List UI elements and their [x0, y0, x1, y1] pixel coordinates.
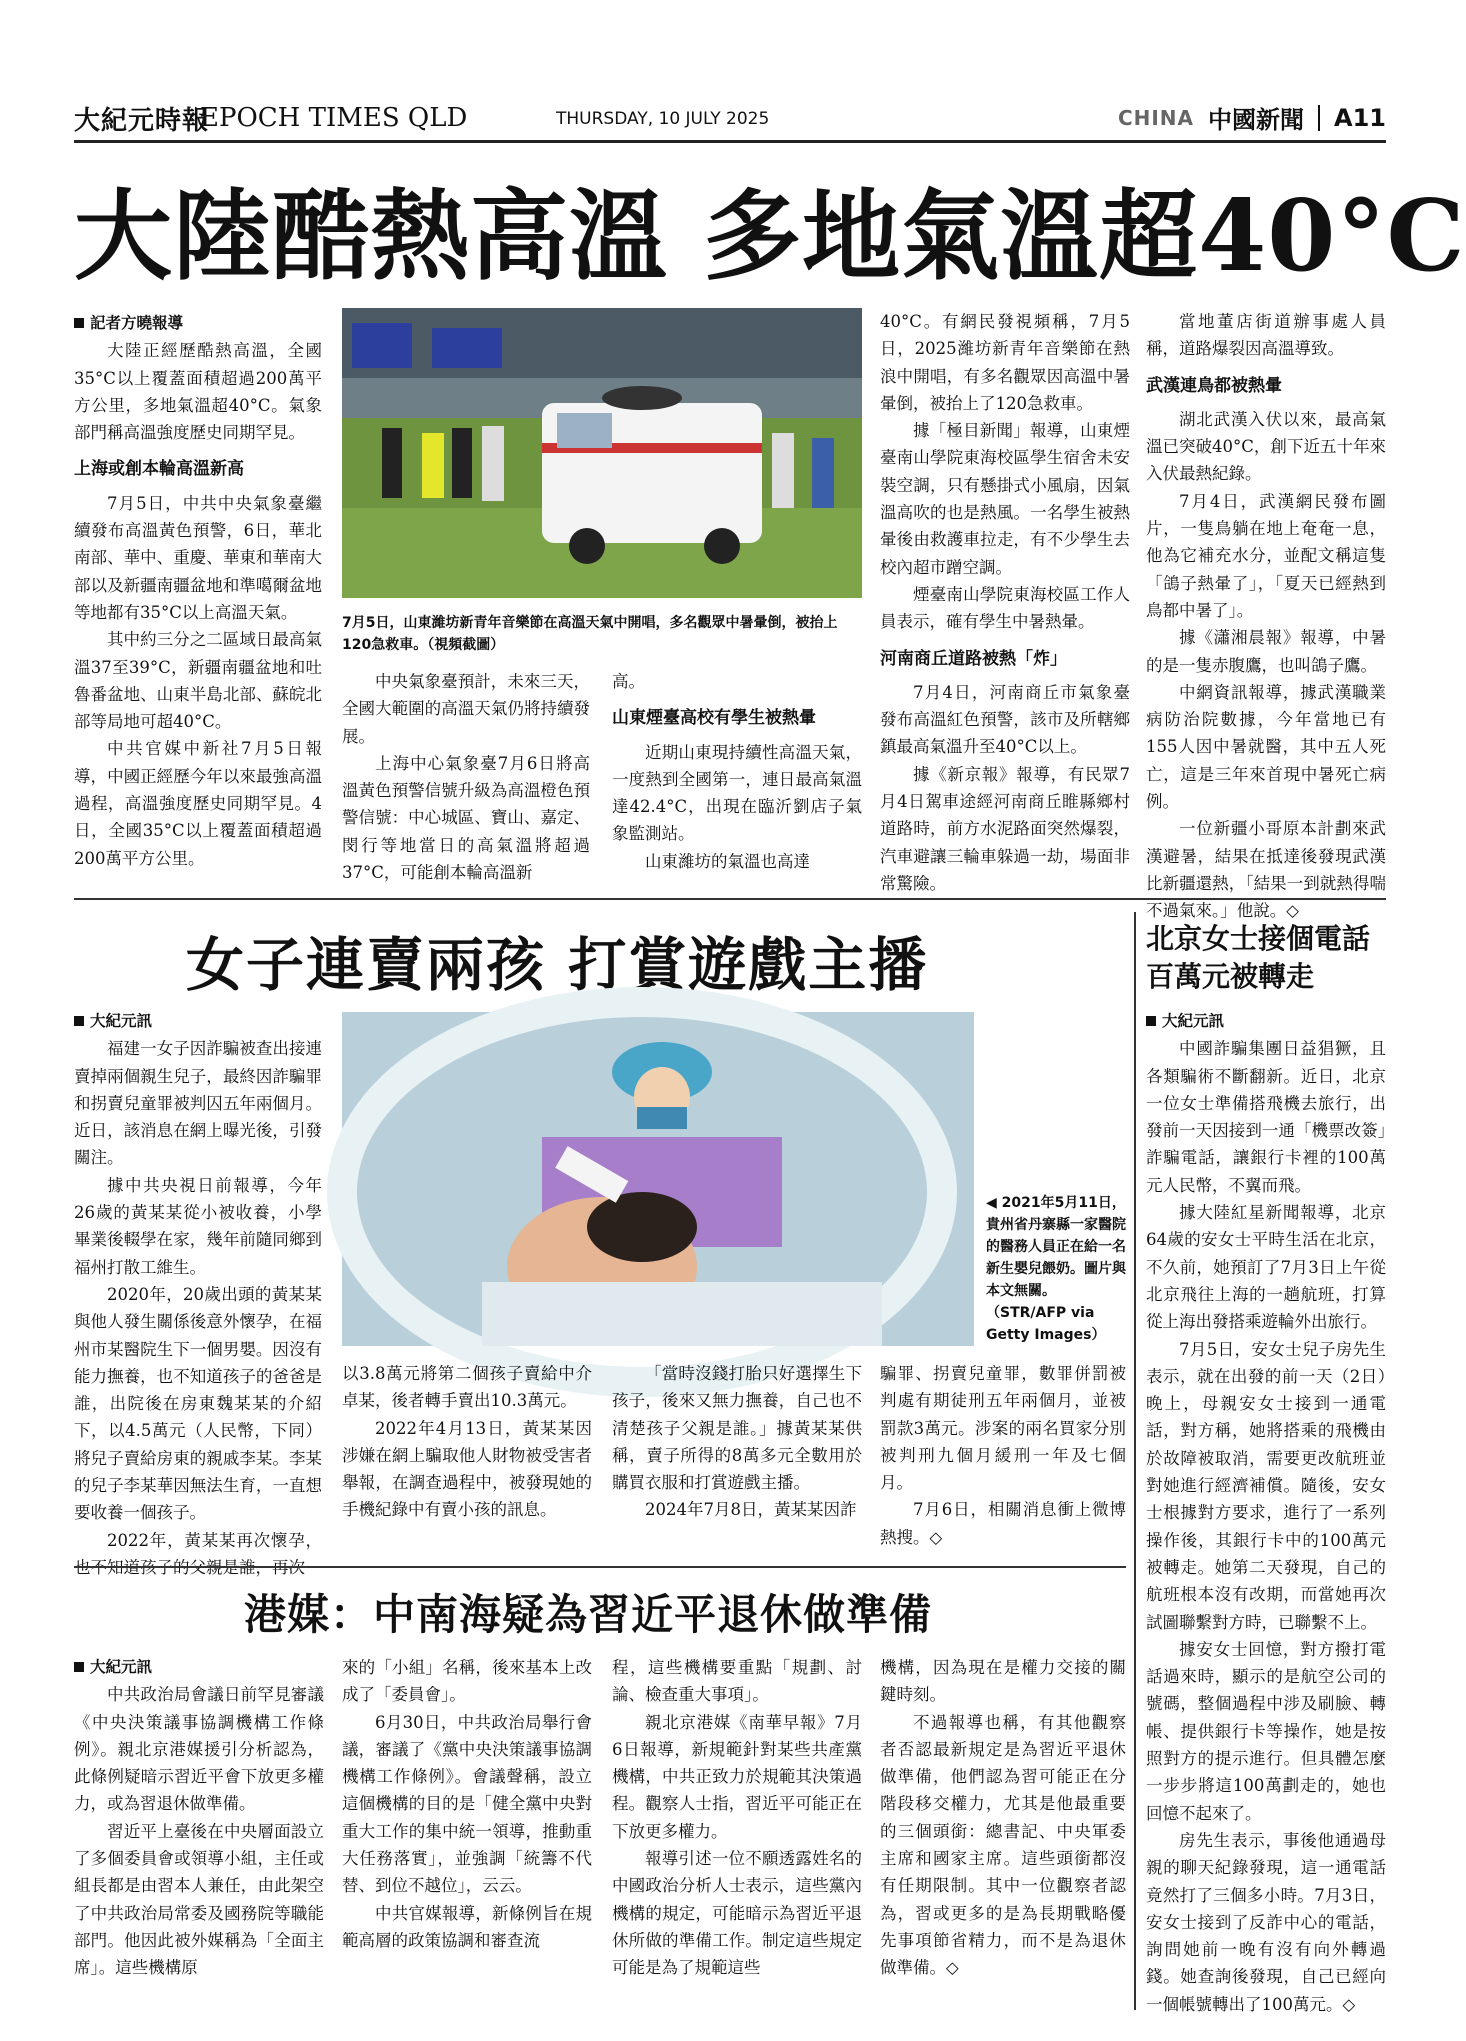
story4-column-1: [1146, 1008, 1386, 2014]
subheading: 上海或創本輪高溫新高: [74, 459, 244, 480]
story4-byline: [1146, 1008, 1386, 1035]
story3-column-3: [612, 1654, 862, 2004]
paragraph: 7月5日，中共中央氣象臺繼續發布高溫黃色預警，6日，華北南部、華中、重慶、華東和華南大部以及新疆南疆盆地和準噶爾盆地等地都有35°C以上高溫天氣。: [74, 493, 322, 622]
paragraph: 房先生表示，事後他通過母親的聊天紀錄發現，這一通電話竟然打了三個多小時。7月3日，安女士接到了反詐中心的電話，詢問她前一晚有沒有向外轉過錢。她查詢後發現，自己已經向一個帳號轉出了100萬元。◇: [1146, 1830, 1386, 2014]
byline-square-icon: [1146, 1016, 1156, 1026]
paragraph: 據「極目新聞」報導，山東煙臺南山學院東海校區學生宿舍未安裝空調，只有懸掛式小風扇，因氣溫高吹的也是熱風。一名學生被熱暈後由救護車拉走，有不少學生去校內超市蹭空調。: [880, 421, 1130, 577]
byline-text: 記者方曉報導: [90, 314, 184, 332]
story2-headline: 女子連賣兩孩 打賞遊戲主播: [186, 931, 929, 999]
byline-square-icon: [74, 1016, 84, 1026]
story3-column-4: [880, 1654, 1126, 2004]
paragraph: 6月30日，中共政治局舉行會議，審議了《黨中央決策議事協調機構工作條例》。會議聲稱，設立這個機構的目的是「健全黨中央對重大工作的集中統一領導，推動重大任務落實」，並強調「統籌不代替、到位不越位」，云云。: [342, 1712, 592, 1896]
paragraph: 報導引述一位不願透露姓名的中國政治分析人士表示，這些黨內機構的規定，可能暗示為習近平退休所做的準備工作。制定這些規定可能是為了規範這些: [612, 1849, 862, 1978]
story1-byline: [74, 310, 322, 337]
subheading: 武漢連鳥都被熱暈: [1146, 375, 1282, 396]
section-divider-1: [74, 898, 1386, 900]
masthead-rule: [74, 140, 1386, 143]
section-label-zh: 中國新聞: [1208, 106, 1305, 134]
byline-text: 大紀元訊: [1162, 1012, 1225, 1030]
story3-byline: [74, 1654, 324, 1681]
paragraph: 2024年7月8日，黃某某因詐: [645, 1500, 857, 1520]
paragraph: 湖北武漢入伏以來，最高氣溫已突破40°C，創下近五十年來入伏最熱紀錄。: [1146, 409, 1386, 484]
story2-column-1: [74, 1008, 322, 1548]
paragraph: 近期山東現持續性高溫天氣，一度熱到全國第一，連日最高氣溫達42.4°C，出現在臨沂劉店子氣象監測站。: [612, 742, 862, 844]
paragraph: 其中約三分之二區域日最高氣溫37至39°C，新疆南疆盆地和吐魯番盆地、山東半島北部、蘇皖北部等局地可超40°C。: [74, 630, 322, 732]
byline-square-icon: [74, 318, 84, 328]
paragraph: 一位新疆小哥原本計劃來武漢避暑，結果在抵達後發現武漢比新疆還熱，「結果一到就熱得喘不過氣來。」他說。◇: [1146, 819, 1386, 921]
story1-headline: 大陸酷熱高溫 多地氣溫超40°C: [74, 179, 1466, 294]
paragraph: 中國詐騙集團日益猖獗，且各類騙術不斷翻新。近日，北京一位女士準備搭飛機去旅行，出發前一天因接到一通「機票改簽」詐騙電話，讓銀行卡裡的100萬元人民幣，不翼而飛。: [1146, 1039, 1386, 1195]
story1-column-4: [880, 308, 1130, 893]
divider: [1318, 105, 1320, 131]
paragraph: 中央氣象臺預計，未來三天，全國大範圍的高溫天氣仍將持續發展。: [342, 672, 590, 746]
paragraph: 習近平上臺後在中央層面設立了多個委員會或領導小組，主任或組長都是由習本人兼任，由此架空了中共政治局常委及國務院等職能部門。他因此被外媒稱為「全面主席」。這些機構原: [74, 1821, 324, 1978]
story3-column-2: [342, 1654, 592, 2004]
story1-column-1: [74, 310, 322, 880]
paragraph: 騙罪、拐賣兒童罪，數罪併罰被判處有期徒刑五年兩個月，並被罰款3萬元。涉案的兩名買家分別被判刑九個月緩刑一年及七個月。: [880, 1364, 1126, 1493]
newspaper-logo: 大紀元時報: [74, 106, 210, 136]
issue-date: THURSDAY, 10 JULY 2025: [556, 109, 770, 129]
paragraph: 2020年，20歲出頭的黃某某與他人發生關係後意外懷孕，在福州市某醫院生下一個男嬰。因沒有能力撫養，也不知道孩子的爸爸是誰，出院後在房東魏某某的介紹下，以4.5萬元（人民幣，下同）將兒子賣給房東的親戚李某。李某的兒子李某華因無法生育，一直想要收養一個孩子。: [74, 1284, 322, 1523]
section-divider-2: [74, 1566, 1126, 1568]
paragraph: 機構，因為現在是權力交接的關鍵時刻。: [880, 1658, 1126, 1705]
subheading: 山東煙臺高校有學生被熱暈: [612, 708, 816, 729]
paragraph: 7月6日，相關消息衝上微博熱搜。◇: [880, 1500, 1126, 1547]
concert-ambulance-photo: [342, 308, 862, 598]
paragraph: 高。: [612, 672, 645, 691]
paragraph: 40°C。有網民發視頻稱，7月5日，2025濰坊新青年音樂節在熱浪中開唱，有多名觀眾因高溫中暑暈倒，被抬上了120急救車。: [880, 312, 1130, 413]
paragraph: 據《新京報》報導，有民眾7月4日駕車途經河南商丘睢縣鄉村道路時，前方水泥路面突然爆裂，汽車避讓三輪車躲過一劫，場面非常驚險。: [880, 764, 1130, 893]
story2-photo: [342, 1012, 974, 1346]
story1-photo-caption: 7月5日，山東濰坊新青年音樂節在高溫天氣中開唱，多名觀眾中暑暈倒，被抬上120急救車。（視頻截圖）: [342, 615, 838, 653]
paragraph: 2022年，黃某某再次懷孕，: [107, 1530, 322, 1550]
byline-text: 大紀元訊: [90, 1658, 153, 1676]
paragraph: 據大陸紅星新聞報導，北京64歲的安女士平時生活在北京，不久前，她預訂了7月3日上午從北京飛往上海的一趟航班，打算從上海出發搭乘遊輪外出旅行。: [1146, 1203, 1386, 1332]
paragraph: 7月5日，安女士兒子房先生表示，就在出發的前一天（2日）晚上，母親安女士接到一通電話，對方稱，她將搭乘的飛機由於故障被取消，需要更改航班並對她進行經濟補償。隨後，安女士根據對方要求，進行了一系列操作後，其銀行卡中的100萬元被轉走。她第二天發現，自己的航班根本沒有改期，而當她再次試圖聯繫對方時，已聯繫不上。: [1146, 1339, 1386, 1632]
sidebar-divider: [1134, 912, 1136, 2010]
paragraph: 大陸正經歷酷熱高溫，全國35°C以上覆蓋面積超過200萬平方公里，多地氣溫超40°C。氣象部門稱高溫強度歷史同期罕見。: [74, 341, 322, 443]
section-label-en: CHINA: [1117, 105, 1195, 130]
story2-photo-caption: ◀ 2021年5月11日，貴州省丹寨縣一家醫院的醫務人員正在給一名新生嬰兒餵奶。圖片與本文無關。（STR/AFP via Getty Images）: [986, 1195, 1126, 1343]
paragraph: 中共官媒報導，新條例旨在規範高層的政策協調和審查流: [342, 1903, 592, 1950]
paragraph: 7月4日，河南商丘市氣象臺發布高溫紅色預警，該市及所轄鄉鎮最高氣溫升至40°C以上。: [880, 682, 1130, 757]
story2-column-3: [612, 1360, 862, 1548]
paragraph: 上海中心氣象臺7月6日將高溫黃色預警信號升級為高溫橙色預警信號：中心城區、寶山、嘉定、閔行等地當日的高氣溫將超過37°C，可能創本輪高溫新: [342, 753, 590, 883]
paragraph: 中共政治局會議日前罕見審議《中央決策議事協調機構工作條例》。親北京港媒援引分析認為，此條例疑暗示習近平會下放更多權力，或為習退休做準備。: [74, 1685, 324, 1814]
story1-column-5: [1146, 308, 1386, 921]
masthead: [74, 100, 1386, 140]
story3-column-1: [74, 1654, 324, 2004]
paragraph: 不過報導也稱，有其他觀察者否認最新規定是為習近平退休做準備，他們認為習可能正在分階段移交權力，尤其是他最重要的三個頭銜：總書記、中央軍委主席和國家主席。這些頭銜都沒有任期限制。其中一位觀察者認為，習或更多的是為長期戰略優先事項節省精力，而不是為退休做準備。◇: [880, 1712, 1126, 1978]
paragraph: 福建一女子因詐騙被查出接連賣掉兩個親生兒子，最終因詐騙罪和拐賣兒童罪被判囚五年兩個月。近日，該消息在網上曝光後，引發關注。: [74, 1039, 322, 1168]
paragraph: 當地董店街道辦事處人員稱，道路爆裂因高溫導致。: [1146, 312, 1386, 359]
story4-headline: 北京女士接個電話 百萬元被轉走: [1146, 922, 1371, 993]
story3-headline: 港媒：中南海疑為習近平退休做準備: [244, 1590, 933, 1639]
paragraph: 以3.8萬元將第二個孩子賣給中介卓某，後者轉手賣出10.3萬元。: [342, 1364, 592, 1411]
paragraph: 7月4日，武漢網民發布圖片，一隻鳥躺在地上奄奄一息，他為它補充水分，並配文稱這隻「鴿子熱暈了」，「夏天已經熱到鳥都中暑了」。: [1146, 491, 1386, 620]
paragraph: 煙臺南山學院東海校區工作人員表示，確有學生中暑熱暈。: [880, 584, 1130, 632]
section-header: [1118, 100, 1386, 135]
story2-byline: [74, 1008, 322, 1035]
paragraph: 中網資訊報導，據武漢職業病防治院數據，今年當地已有155人因中暑就醫，其中五人死亡，這是三年來首現中暑死亡病例。: [1146, 682, 1386, 812]
page-number: A11: [1334, 103, 1386, 132]
paragraph: 來的「小組」名稱，後來基本上改成了「委員會」。: [342, 1658, 592, 1705]
newborn-feeding-photo: [342, 1012, 974, 1346]
paragraph: 程，這些機構要重點「規劃、討論、檢查重大事項」。: [612, 1658, 862, 1705]
story1-photo: [342, 308, 862, 598]
paragraph: 「當時沒錢打胎只好選擇生下孩子，後來又無力撫養，自己也不清楚孩子父親是誰。」據黃某某供稱，賣子所得的8萬多元全數用於購買衣服和打賞遊戲主播。: [612, 1364, 862, 1493]
paragraph: 山東濰坊的氣溫也高達: [645, 851, 810, 871]
story2-column-4: [880, 1360, 1126, 1548]
byline-text: 大紀元訊: [90, 1012, 153, 1030]
byline-square-icon: [74, 1662, 84, 1672]
subheading: 河南商丘道路被熱「炸」: [880, 648, 1067, 669]
paragraph: 中共官媒中新社7月5日報導，中國正經歷今年以來最強高溫過程，高溫強度歷史同期罕見。4日，全國35°C以上覆蓋面積超過200萬平方公里。: [74, 739, 322, 868]
paragraph: 據中共央視日前報導，今年26歲的黃某某從小被收養，小學畢業後輟學在家，幾年前隨同鄉到福州打散工維生。: [74, 1175, 322, 1277]
story1-column-2: [342, 668, 590, 883]
paragraph: 據《瀟湘晨報》報導，中暑的是一隻赤腹鷹，也叫鴿子鷹。: [1146, 628, 1386, 675]
paragraph: 2022年4月13日，黃某某因涉嫌在網上騙取他人財物被受害者舉報，在調查過程中，被發現她的手機紀錄中有賣小孩的訊息。: [342, 1418, 592, 1520]
newspaper-name: EPOCH TIMES QLD: [200, 103, 468, 133]
paragraph: 據安女士回憶，對方撥打電話過來時，顯示的是航空公司的號碼，整個過程中涉及刷臉、轉帳、提供銀行卡等操作，她是按照對方的提示進行。但具體怎麼一步步將這100萬劃走的，她也回憶不起來了。: [1146, 1639, 1386, 1823]
story1-column-3: [612, 668, 862, 880]
story2-column-2: [342, 1360, 592, 1548]
paragraph: 親北京港媒《南華早報》7月6日報導，新規範針對某些共產黨機構，中共正致力於規範其決策過程。觀察人士指，習近平可能正在下放更多權力。: [612, 1712, 862, 1841]
